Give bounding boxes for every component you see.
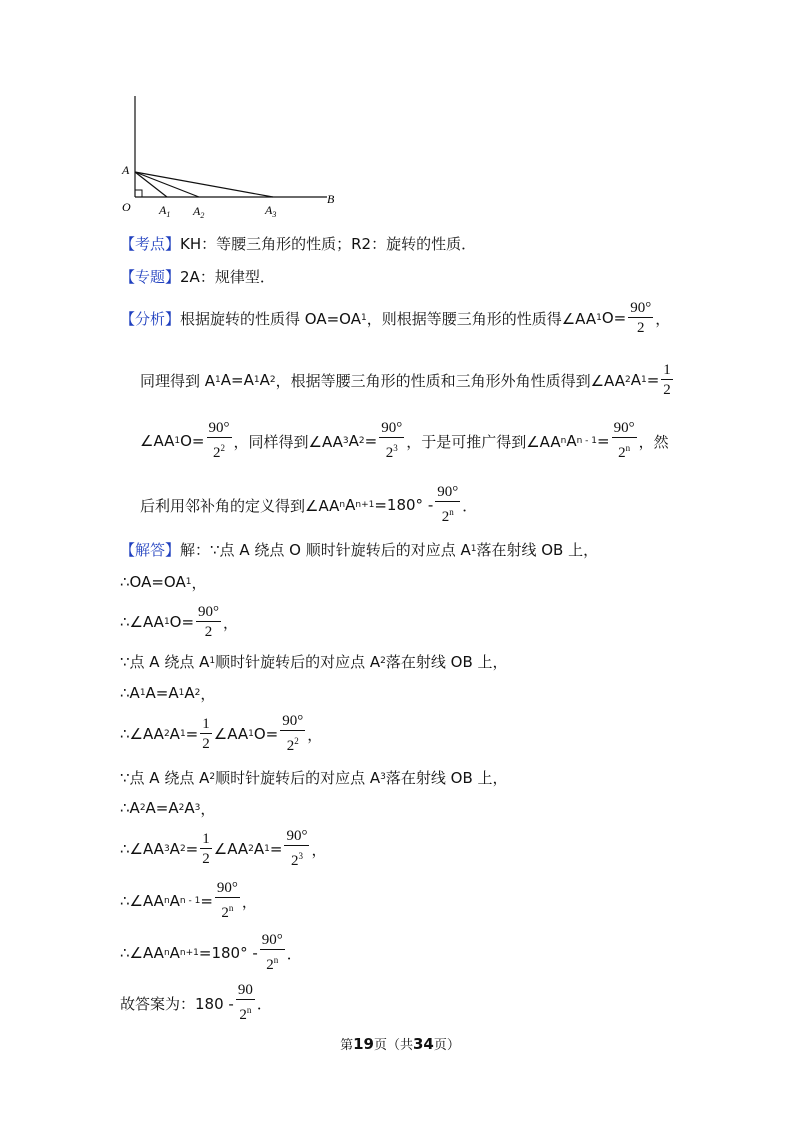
jieda-line-5 [120,682,215,704]
numerator: 90° [437,484,459,500]
text: 第 [340,1038,354,1053]
text: A=A [220,371,254,389]
jieda-line-3 [120,600,238,644]
kaodian-tag: 【考点】 [120,234,181,253]
numerator: 90° [216,880,238,896]
text: ，然 [638,432,669,451]
text: 页（共 [373,1038,413,1053]
text: ∴∠AA [120,944,164,962]
text: O= [601,309,627,327]
subscript: 1 [253,375,260,385]
subscript: 1 [596,313,602,323]
text: A [630,371,641,389]
label-a1: $A_1$ [159,203,171,219]
jieda-line-4 [120,650,508,672]
fenxi-line-2 [140,358,675,402]
denominator: 2 [202,735,210,752]
text: ∠AA [213,725,249,743]
zhuanti-line [120,265,275,287]
text: ， [307,725,323,744]
fraction [284,827,309,871]
text: ∵点 A 绕点 A [120,652,210,671]
jieda-line-9 [120,826,326,872]
subscript: 1 [139,688,146,698]
numerator: 90° [630,299,652,316]
subscript: 2 [209,772,216,782]
text: ∴A [120,799,140,817]
denominator: 2 [636,319,645,336]
fraction [435,483,460,527]
subscript: n [163,948,170,958]
text: ，则根据等腰三角形的性质得∠AA [366,309,597,328]
answer-line [120,980,272,1026]
denominator: 2 [204,623,213,640]
denominator: 2$^n$ [239,1005,252,1023]
text: A [169,892,180,910]
jieda-line-7 [120,766,508,788]
text: 落在射线 OB 上， [385,768,508,787]
text: = [185,840,199,858]
fenxi-line-4 [140,482,477,528]
text: ， [241,892,257,911]
segment-aa2 [135,172,199,197]
text: ∴∠AA [120,613,164,631]
text: = [185,725,199,743]
right-angle-mark [135,190,142,197]
label-b: B [327,192,335,206]
text: ， [200,684,216,703]
text: A=A [145,799,179,817]
subscript: n - 1 [576,436,597,446]
text: 根据旋转的性质得 OA=OA [180,309,361,328]
text: A [253,840,265,858]
denominator: 2$^n$ [266,955,279,973]
jieda-line-11 [120,930,302,976]
text: ，同样得到∠AA [233,432,343,451]
text: ， [223,613,239,632]
subscript: 2 [194,688,201,698]
text: ，于是可推广得到∠AA [406,432,561,451]
page-footer [0,1034,800,1053]
segment-aa3 [135,172,273,197]
numerator: 90° [261,932,283,948]
text: ， [655,309,671,328]
denominator: $2^2$ [286,736,299,754]
label-o: O [122,200,131,214]
fraction [661,361,673,400]
fenxi-line-3 [140,418,669,464]
text: A [566,432,577,450]
text: 页） [433,1038,460,1053]
text: 同理得到 A [140,371,216,390]
subscript: 3 [163,844,170,854]
subscript: 2 [624,375,631,385]
subscript: 2 [358,436,365,446]
text: ． [462,496,478,515]
fraction [628,299,653,338]
text: ， [191,573,207,592]
subscript: 3 [194,803,201,813]
fraction [236,981,255,1025]
label-a: A [122,163,130,177]
subscript: 1 [163,617,170,627]
numerator: 90° [282,713,304,729]
subscript: 1 [179,729,186,739]
fraction [200,715,212,754]
zhuanti-tag: 【专题】 [120,267,181,286]
text: = [200,892,213,910]
text: ∴∠AA [120,840,164,858]
text: = [646,371,660,389]
numerator: 1 [202,830,210,847]
subscript: 1 [178,688,185,698]
jieda-line-6 [120,711,322,757]
subscript: 1 [640,375,647,385]
subscript: 2 [139,803,146,813]
text: A [345,496,356,514]
label-a2: $A_2$ [193,204,205,220]
text: =180° - [198,944,258,962]
text: 解：∵点 A 绕点 O 顺时针旋转后的对应点 A [180,540,471,559]
subscript: n [339,500,346,510]
text: ． [256,994,272,1013]
text: =180° - [374,496,434,514]
numerator: 90° [208,420,230,436]
denominator: 2$^n$ [221,903,234,921]
subscript: 2 [163,729,170,739]
text: = [269,840,283,858]
text: ∴OA=OA [120,573,186,591]
subscript: 1 [209,656,216,666]
fraction [612,419,637,463]
subscript: 2 [269,375,276,385]
fraction [200,830,212,869]
text: = [596,432,610,450]
subscript: 2 [178,803,185,813]
subscript: n+1 [355,500,375,510]
fraction [280,712,305,756]
subscript: n+1 [179,948,199,958]
subscript: n - 1 [179,896,201,906]
denominator: 2 [202,850,210,867]
subscript: n [560,436,567,446]
jieda-line-1 [120,538,598,560]
text: 后利用邻补角的定义得到∠AA [140,496,340,515]
text: ∠AA [140,432,175,450]
denominator: $2^2$ [213,443,225,461]
fraction [196,603,221,642]
denominator: 2$^n$ [618,443,631,461]
subscript: 1 [248,729,254,739]
fraction [215,879,240,923]
text: A [184,684,195,702]
jieda-line-10 [120,878,257,924]
text: A [169,840,180,858]
text: = [364,432,378,450]
fenxi-tag: 【分析】 [120,309,181,328]
segment-aa1 [135,172,167,197]
text: ， [311,840,327,859]
text: ∵点 A 绕点 A [120,768,210,787]
text: A [184,799,195,817]
subscript: 1 [215,375,221,385]
text: O= [253,725,279,743]
subscript: 1 [470,544,477,554]
text: A [169,944,180,962]
numerator: 90° [198,603,220,620]
numerator: 90° [286,828,308,844]
denominator: $2^3$ [290,851,303,869]
text: A [348,432,359,450]
subscript: 2 [380,656,386,666]
jieda-line-2 [120,571,206,593]
text: A=A [145,684,179,702]
page-number: 19 [353,1035,374,1053]
text: ∴∠AA [120,725,164,743]
kaodian-text: KH：等腰三角形的性质；R2：旋转的性质． [180,234,477,253]
numerator: 90° [381,420,403,436]
text: O= [180,432,205,450]
fraction [379,419,404,463]
numerator: 90° [613,420,635,436]
subscript: 1 [360,313,367,323]
subscript: 1 [174,436,181,446]
text: ． [286,944,302,963]
text: A [169,725,180,743]
subscript: n [163,896,170,906]
subscript: 1 [264,844,270,854]
denominator: $2^3$ [385,443,398,461]
text: 顺时针旋转后的对应点 A [215,768,381,787]
text: ∠AA [213,840,249,858]
geometry-figure [115,92,355,222]
kaodian-line [120,232,476,254]
subscript: 1 [185,577,192,587]
subscript: 3 [342,436,349,446]
text: 顺时针旋转后的对应点 A [215,652,381,671]
fraction [260,931,285,975]
label-a3: $A_3$ [265,203,277,219]
text: ∴∠AA [120,892,164,910]
text: A [259,371,270,389]
fenxi-line-1 [120,296,670,340]
jieda-line-8 [120,797,215,819]
text: ， [200,799,216,818]
text: 故答案为：180 - [120,994,234,1013]
denominator: 2 [663,381,671,398]
subscript: 2 [179,844,186,854]
text: ∴A [120,684,140,702]
text: 落在射线 OB 上， [476,540,599,559]
jieda-tag: 【解答】 [120,540,181,559]
text: 落在射线 OB 上， [385,652,508,671]
numerator: 90 [237,982,253,998]
numerator: 1 [663,361,671,378]
zhuanti-text: 2A：规律型． [180,267,275,286]
subscript: 3 [380,772,386,782]
denominator: 2$^n$ [441,507,454,525]
total-pages: 34 [413,1035,434,1053]
text: ，根据等腰三角形的性质和三角形外角性质得到∠AA [275,371,625,390]
fraction [207,419,232,463]
numerator: 1 [202,715,210,732]
text: O= [169,613,195,631]
subscript: 2 [248,844,254,854]
